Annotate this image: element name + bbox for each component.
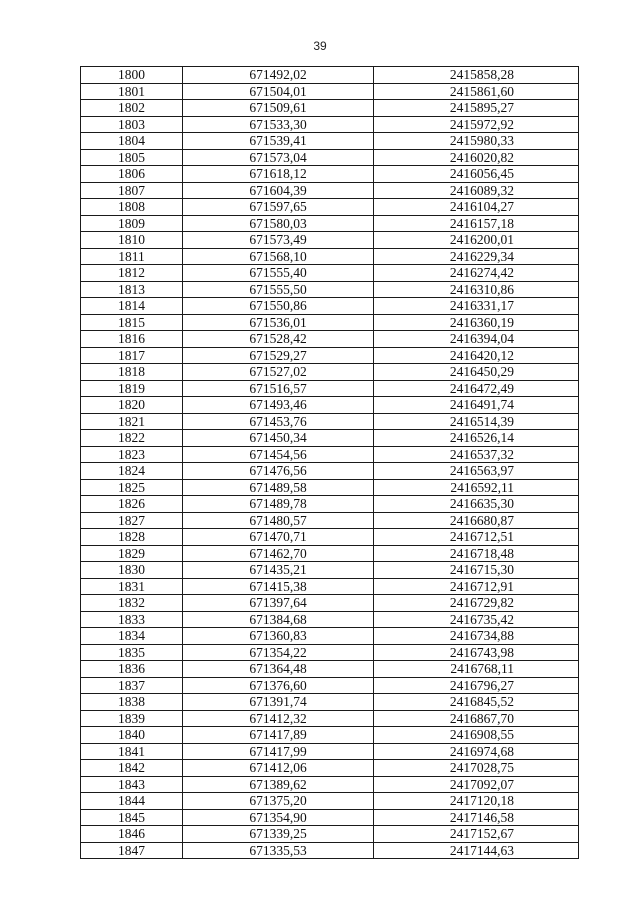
y-coordinate-cell: 2416200,01 — [374, 232, 579, 249]
x-coordinate-cell: 671597,65 — [183, 199, 374, 216]
table-row — [81, 512, 579, 529]
point-number-cell: 1842 — [81, 760, 183, 777]
y-coordinate-cell: 2416450,29 — [374, 364, 579, 381]
point-number-cell: 1825 — [81, 479, 183, 496]
point-number-cell: 1834 — [81, 628, 183, 645]
x-coordinate-cell: 671364,48 — [183, 661, 374, 678]
table-row — [81, 67, 579, 84]
x-coordinate-cell: 671412,06 — [183, 760, 374, 777]
x-coordinate-cell: 671618,12 — [183, 166, 374, 183]
y-coordinate-cell: 2416734,88 — [374, 628, 579, 645]
point-number-cell: 1816 — [81, 331, 183, 348]
y-coordinate-cell: 2416420,12 — [374, 347, 579, 364]
table-row — [81, 380, 579, 397]
y-coordinate-cell: 2415972,92 — [374, 116, 579, 133]
x-coordinate-cell: 671435,21 — [183, 562, 374, 579]
table-row — [81, 479, 579, 496]
y-coordinate-cell: 2416718,48 — [374, 545, 579, 562]
x-coordinate-cell: 671568,10 — [183, 248, 374, 265]
x-coordinate-cell: 671539,41 — [183, 133, 374, 150]
x-coordinate-cell: 671384,68 — [183, 611, 374, 628]
x-coordinate-cell: 671397,64 — [183, 595, 374, 612]
point-number-cell: 1803 — [81, 116, 183, 133]
table-row — [81, 281, 579, 298]
y-coordinate-cell: 2417152,67 — [374, 826, 579, 843]
point-number-cell: 1815 — [81, 314, 183, 331]
table-row — [81, 364, 579, 381]
y-coordinate-cell: 2416735,42 — [374, 611, 579, 628]
table-row — [81, 430, 579, 447]
table-row — [81, 760, 579, 777]
x-coordinate-cell: 671454,56 — [183, 446, 374, 463]
y-coordinate-cell: 2416331,17 — [374, 298, 579, 315]
point-number-cell: 1828 — [81, 529, 183, 546]
table-row — [81, 463, 579, 480]
table-row — [81, 545, 579, 562]
x-coordinate-cell: 671527,02 — [183, 364, 374, 381]
point-number-cell: 1817 — [81, 347, 183, 364]
x-coordinate-cell: 671555,40 — [183, 265, 374, 282]
table-row — [81, 298, 579, 315]
point-number-cell: 1835 — [81, 644, 183, 661]
x-coordinate-cell: 671354,90 — [183, 809, 374, 826]
table-row — [81, 166, 579, 183]
x-coordinate-cell: 671555,50 — [183, 281, 374, 298]
point-number-cell: 1844 — [81, 793, 183, 810]
point-number-cell: 1813 — [81, 281, 183, 298]
y-coordinate-cell: 2416089,32 — [374, 182, 579, 199]
point-number-cell: 1805 — [81, 149, 183, 166]
x-coordinate-cell: 671415,38 — [183, 578, 374, 595]
x-coordinate-cell: 671462,70 — [183, 545, 374, 562]
point-number-cell: 1847 — [81, 842, 183, 859]
table-row — [81, 83, 579, 100]
x-coordinate-cell: 671354,22 — [183, 644, 374, 661]
table-row — [81, 347, 579, 364]
x-coordinate-cell: 671536,01 — [183, 314, 374, 331]
y-coordinate-cell: 2416768,11 — [374, 661, 579, 678]
point-number-cell: 1823 — [81, 446, 183, 463]
x-coordinate-cell: 671489,58 — [183, 479, 374, 496]
point-number-cell: 1812 — [81, 265, 183, 282]
y-coordinate-cell: 2416563,97 — [374, 463, 579, 480]
point-number-cell: 1837 — [81, 677, 183, 694]
y-coordinate-cell: 2416712,51 — [374, 529, 579, 546]
table-row — [81, 727, 579, 744]
point-number-cell: 1818 — [81, 364, 183, 381]
x-coordinate-cell: 671492,02 — [183, 67, 374, 84]
point-number-cell: 1832 — [81, 595, 183, 612]
y-coordinate-cell: 2416274,42 — [374, 265, 579, 282]
y-coordinate-cell: 2416310,86 — [374, 281, 579, 298]
x-coordinate-cell: 671453,76 — [183, 413, 374, 430]
point-number-cell: 1804 — [81, 133, 183, 150]
table-row — [81, 133, 579, 150]
x-coordinate-cell: 671480,57 — [183, 512, 374, 529]
table-row — [81, 199, 579, 216]
point-number-cell: 1841 — [81, 743, 183, 760]
y-coordinate-cell: 2417028,75 — [374, 760, 579, 777]
point-number-cell: 1827 — [81, 512, 183, 529]
x-coordinate-cell: 671417,89 — [183, 727, 374, 744]
table-row — [81, 215, 579, 232]
y-coordinate-cell: 2417120,18 — [374, 793, 579, 810]
y-coordinate-cell: 2416867,70 — [374, 710, 579, 727]
table-row — [81, 232, 579, 249]
point-number-cell: 1821 — [81, 413, 183, 430]
y-coordinate-cell: 2416157,18 — [374, 215, 579, 232]
table-body — [81, 67, 579, 859]
x-coordinate-cell: 671528,42 — [183, 331, 374, 348]
table-row — [81, 116, 579, 133]
x-coordinate-cell: 671412,32 — [183, 710, 374, 727]
y-coordinate-cell: 2416715,30 — [374, 562, 579, 579]
x-coordinate-cell: 671573,49 — [183, 232, 374, 249]
x-coordinate-cell: 671391,74 — [183, 694, 374, 711]
point-number-cell: 1829 — [81, 545, 183, 562]
x-coordinate-cell: 671339,25 — [183, 826, 374, 843]
y-coordinate-cell: 2416020,82 — [374, 149, 579, 166]
y-coordinate-cell: 2416472,49 — [374, 380, 579, 397]
y-coordinate-cell: 2416360,19 — [374, 314, 579, 331]
x-coordinate-cell: 671533,30 — [183, 116, 374, 133]
x-coordinate-cell: 671450,34 — [183, 430, 374, 447]
point-number-cell: 1839 — [81, 710, 183, 727]
y-coordinate-cell: 2416635,30 — [374, 496, 579, 513]
y-coordinate-cell: 2416845,52 — [374, 694, 579, 711]
table-row — [81, 793, 579, 810]
table-row — [81, 248, 579, 265]
y-coordinate-cell: 2416592,11 — [374, 479, 579, 496]
table-row — [81, 562, 579, 579]
point-number-cell: 1808 — [81, 199, 183, 216]
table-row — [81, 628, 579, 645]
y-coordinate-cell: 2416680,87 — [374, 512, 579, 529]
y-coordinate-cell: 2417146,58 — [374, 809, 579, 826]
y-coordinate-cell: 2416743,98 — [374, 644, 579, 661]
table-row — [81, 826, 579, 843]
y-coordinate-cell: 2416908,55 — [374, 727, 579, 744]
x-coordinate-cell: 671516,57 — [183, 380, 374, 397]
x-coordinate-cell: 671376,60 — [183, 677, 374, 694]
y-coordinate-cell: 2416537,32 — [374, 446, 579, 463]
point-number-cell: 1801 — [81, 83, 183, 100]
table-row — [81, 644, 579, 661]
y-coordinate-cell: 2415861,60 — [374, 83, 579, 100]
y-coordinate-cell: 2417092,07 — [374, 776, 579, 793]
point-number-cell: 1824 — [81, 463, 183, 480]
table-row — [81, 661, 579, 678]
point-number-cell: 1831 — [81, 578, 183, 595]
y-coordinate-cell: 2416729,82 — [374, 595, 579, 612]
point-number-cell: 1836 — [81, 661, 183, 678]
point-number-cell: 1806 — [81, 166, 183, 183]
table-row — [81, 446, 579, 463]
table-row — [81, 595, 579, 612]
point-number-cell: 1809 — [81, 215, 183, 232]
x-coordinate-cell: 671493,46 — [183, 397, 374, 414]
y-coordinate-cell: 2416712,91 — [374, 578, 579, 595]
point-number-cell: 1800 — [81, 67, 183, 84]
x-coordinate-cell: 671529,27 — [183, 347, 374, 364]
y-coordinate-cell: 2416974,68 — [374, 743, 579, 760]
point-number-cell: 1833 — [81, 611, 183, 628]
table-row — [81, 265, 579, 282]
x-coordinate-cell: 671509,61 — [183, 100, 374, 117]
y-coordinate-cell: 2416796,27 — [374, 677, 579, 694]
point-number-cell: 1819 — [81, 380, 183, 397]
table-row — [81, 331, 579, 348]
y-coordinate-cell: 2415895,27 — [374, 100, 579, 117]
x-coordinate-cell: 671489,78 — [183, 496, 374, 513]
point-number-cell: 1814 — [81, 298, 183, 315]
point-number-cell: 1807 — [81, 182, 183, 199]
table-row — [81, 496, 579, 513]
y-coordinate-cell: 2416104,27 — [374, 199, 579, 216]
x-coordinate-cell: 671470,71 — [183, 529, 374, 546]
x-coordinate-cell: 671573,04 — [183, 149, 374, 166]
table-row — [81, 611, 579, 628]
y-coordinate-cell: 2415980,33 — [374, 133, 579, 150]
point-number-cell: 1838 — [81, 694, 183, 711]
table-row — [81, 397, 579, 414]
y-coordinate-cell: 2415858,28 — [374, 67, 579, 84]
y-coordinate-cell: 2416229,34 — [374, 248, 579, 265]
y-coordinate-cell: 2416056,45 — [374, 166, 579, 183]
x-coordinate-cell: 671604,39 — [183, 182, 374, 199]
x-coordinate-cell: 671360,83 — [183, 628, 374, 645]
page-number: 39 — [313, 39, 327, 53]
point-number-cell: 1802 — [81, 100, 183, 117]
x-coordinate-cell: 671550,86 — [183, 298, 374, 315]
x-coordinate-cell: 671580,03 — [183, 215, 374, 232]
table-row — [81, 776, 579, 793]
y-coordinate-cell: 2416514,39 — [374, 413, 579, 430]
table-row — [81, 743, 579, 760]
point-number-cell: 1826 — [81, 496, 183, 513]
table-row — [81, 314, 579, 331]
x-coordinate-cell: 671389,62 — [183, 776, 374, 793]
x-coordinate-cell: 671476,56 — [183, 463, 374, 480]
point-number-cell: 1846 — [81, 826, 183, 843]
point-number-cell: 1820 — [81, 397, 183, 414]
point-number-cell: 1810 — [81, 232, 183, 249]
point-number-cell: 1843 — [81, 776, 183, 793]
table-row — [81, 809, 579, 826]
point-number-cell: 1845 — [81, 809, 183, 826]
y-coordinate-cell: 2416491,74 — [374, 397, 579, 414]
table-row — [81, 182, 579, 199]
x-coordinate-cell: 671417,99 — [183, 743, 374, 760]
coordinates-table — [80, 66, 579, 859]
point-number-cell: 1830 — [81, 562, 183, 579]
x-coordinate-cell: 671504,01 — [183, 83, 374, 100]
x-coordinate-cell: 671375,20 — [183, 793, 374, 810]
table-row — [81, 710, 579, 727]
y-coordinate-cell: 2416394,04 — [374, 331, 579, 348]
y-coordinate-cell: 2416526,14 — [374, 430, 579, 447]
table-row — [81, 529, 579, 546]
table-row — [81, 578, 579, 595]
table-row — [81, 842, 579, 859]
table-row — [81, 100, 579, 117]
point-number-cell: 1840 — [81, 727, 183, 744]
point-number-cell: 1811 — [81, 248, 183, 265]
x-coordinate-cell: 671335,53 — [183, 842, 374, 859]
y-coordinate-cell: 2417144,63 — [374, 842, 579, 859]
table-row — [81, 149, 579, 166]
table-row — [81, 677, 579, 694]
point-number-cell: 1822 — [81, 430, 183, 447]
table-row — [81, 694, 579, 711]
table-row — [81, 413, 579, 430]
